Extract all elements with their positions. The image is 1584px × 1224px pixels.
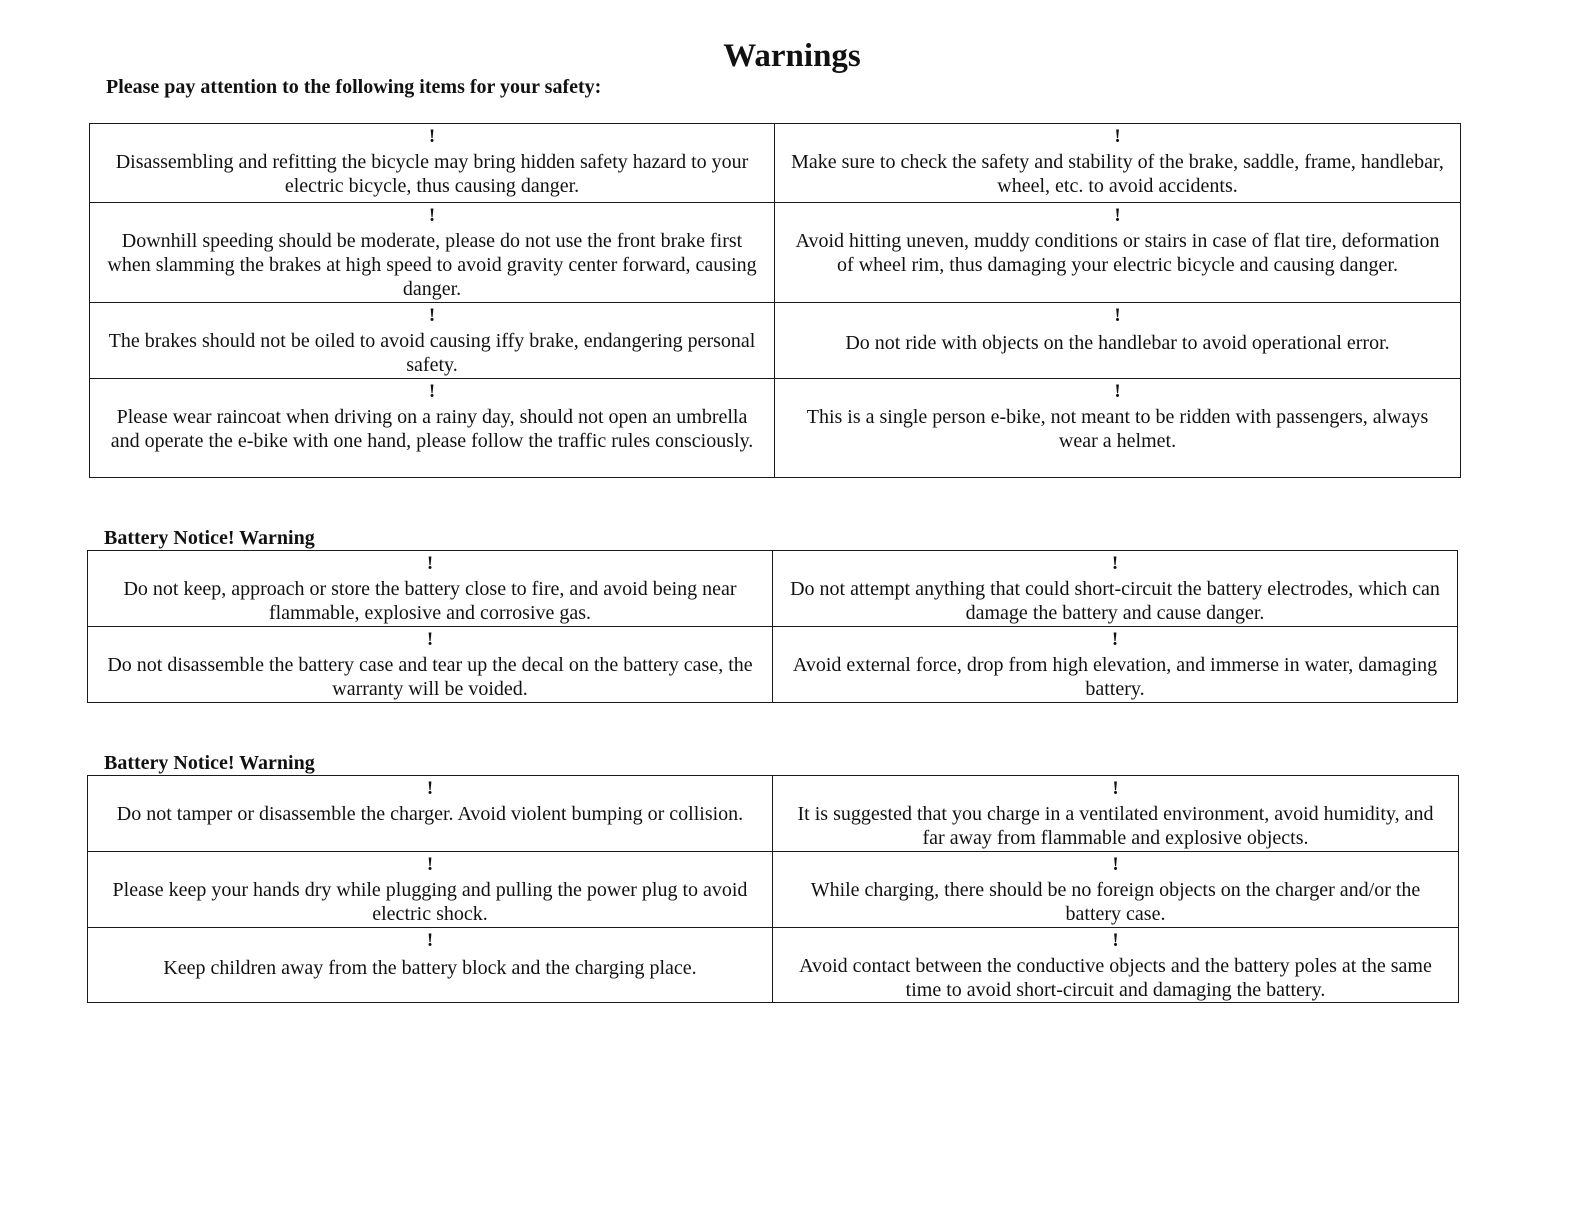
safety-intro: Please pay attention to the following items for your safety: [106, 76, 602, 98]
warning-text: Please keep your hands dry while plugging and pulling the power plug to avoid electric shock. [112, 879, 748, 925]
table-row [88, 627, 1458, 703]
exclamation-icon: ! [428, 305, 436, 326]
table-row [90, 379, 1461, 478]
table-row [88, 776, 1459, 852]
table-row [88, 852, 1459, 928]
warning-text: It is suggested that you charge in a ventilated environment, avoid humidity, and far away from flammable and explosive objects. [797, 803, 1434, 849]
warning-cell [90, 203, 775, 303]
exclamation-icon: ! [426, 854, 434, 875]
warning-text: This is a single person e-bike, not meant to be ridden with passengers, always wear a helmet. [806, 406, 1429, 452]
warning-cell [775, 124, 1461, 203]
warning-cell [773, 852, 1459, 928]
table-row [88, 551, 1458, 627]
safety-warnings-table [89, 123, 1461, 478]
warning-cell [88, 776, 773, 852]
warning-cell [773, 776, 1459, 852]
warning-cell [90, 379, 775, 478]
warning-text: The brakes should not be oiled to avoid causing iffy brake, endangering personal safety. [108, 330, 756, 376]
page-title: Warnings [723, 38, 861, 74]
warning-cell [88, 928, 773, 1003]
exclamation-icon: ! [1114, 126, 1121, 147]
charger-notice-heading: Battery Notice! Warning [104, 752, 315, 774]
table-row [90, 203, 1461, 303]
warning-cell [88, 627, 773, 703]
exclamation-icon: ! [1112, 778, 1119, 799]
exclamation-icon: ! [426, 778, 434, 799]
exclamation-icon: ! [426, 553, 434, 574]
warning-text: Do not keep, approach or store the battery close to fire, and avoid being near flammable, explosive and corrosive gas. [123, 578, 737, 624]
warning-text: Do not tamper or disassemble the charger. Avoid violent bumping or collision. [116, 803, 744, 825]
table-row [90, 124, 1461, 203]
warning-cell [775, 379, 1461, 478]
table-row [88, 928, 1459, 1003]
warning-cell [90, 303, 775, 379]
exclamation-icon: ! [428, 126, 436, 147]
warning-cell [773, 627, 1458, 703]
exclamation-icon: ! [426, 930, 434, 951]
warning-cell [88, 551, 773, 627]
warning-text: Do not disassemble the battery case and tear up the decal on the battery case, the warranty will be voided. [107, 654, 753, 700]
warning-text: Keep children away from the battery block and the charging place. [163, 957, 697, 979]
table-row [90, 303, 1461, 379]
warning-text: Make sure to check the safety and stability of the brake, saddle, frame, handlebar, wheel, etc. to avoid accidents. [791, 151, 1444, 197]
warning-text: Do not attempt anything that could short-circuit the battery electrodes, which can damage the battery and cause danger. [790, 578, 1440, 624]
battery-warnings-table [87, 550, 1458, 703]
exclamation-icon: ! [1112, 854, 1119, 875]
warning-cell [775, 303, 1461, 379]
warning-text: Avoid hitting uneven, muddy conditions or stairs in case of flat tire, deformation of wheel rim, thus damaging your electric bicycle and causing danger. [795, 230, 1440, 276]
battery-notice-heading: Battery Notice! Warning [104, 527, 315, 549]
exclamation-icon: ! [1114, 205, 1121, 226]
exclamation-icon: ! [428, 205, 436, 226]
warning-cell [90, 124, 775, 203]
exclamation-icon: ! [1114, 381, 1121, 402]
warning-text: Avoid external force, drop from high elevation, and immerse in water, damaging battery. [792, 654, 1438, 700]
warning-cell [775, 203, 1461, 303]
exclamation-icon: ! [1111, 629, 1119, 650]
warning-text: While charging, there should be no foreign objects on the charger and/or the battery case. [810, 879, 1421, 925]
charger-warnings-table [87, 775, 1459, 1003]
warning-cell [773, 928, 1459, 1003]
exclamation-icon: ! [426, 629, 434, 650]
warning-cell [88, 852, 773, 928]
warning-text: Do not ride with objects on the handlebar to avoid operational error. [845, 332, 1390, 354]
exclamation-icon: ! [1114, 305, 1121, 326]
warning-text: Disassembling and refitting the bicycle may bring hidden safety hazard to your electric bicycle, thus causing danger. [115, 151, 749, 197]
warning-text: Please wear raincoat when driving on a rainy day, should not open an umbrella and operate the e-bike with one hand, please follow the traffic rules consciously. [110, 406, 754, 452]
warning-text: Downhill speeding should be moderate, please do not use the front brake first when slamming the brakes at high speed to avoid gravity center forward, causing danger. [107, 230, 757, 300]
warning-text: Avoid contact between the conductive objects and the battery poles at the same time to avoid short-circuit and damaging the battery. [799, 955, 1432, 1001]
exclamation-icon: ! [1112, 930, 1119, 951]
exclamation-icon: ! [1111, 553, 1119, 574]
exclamation-icon: ! [428, 381, 436, 402]
warning-cell [773, 551, 1458, 627]
